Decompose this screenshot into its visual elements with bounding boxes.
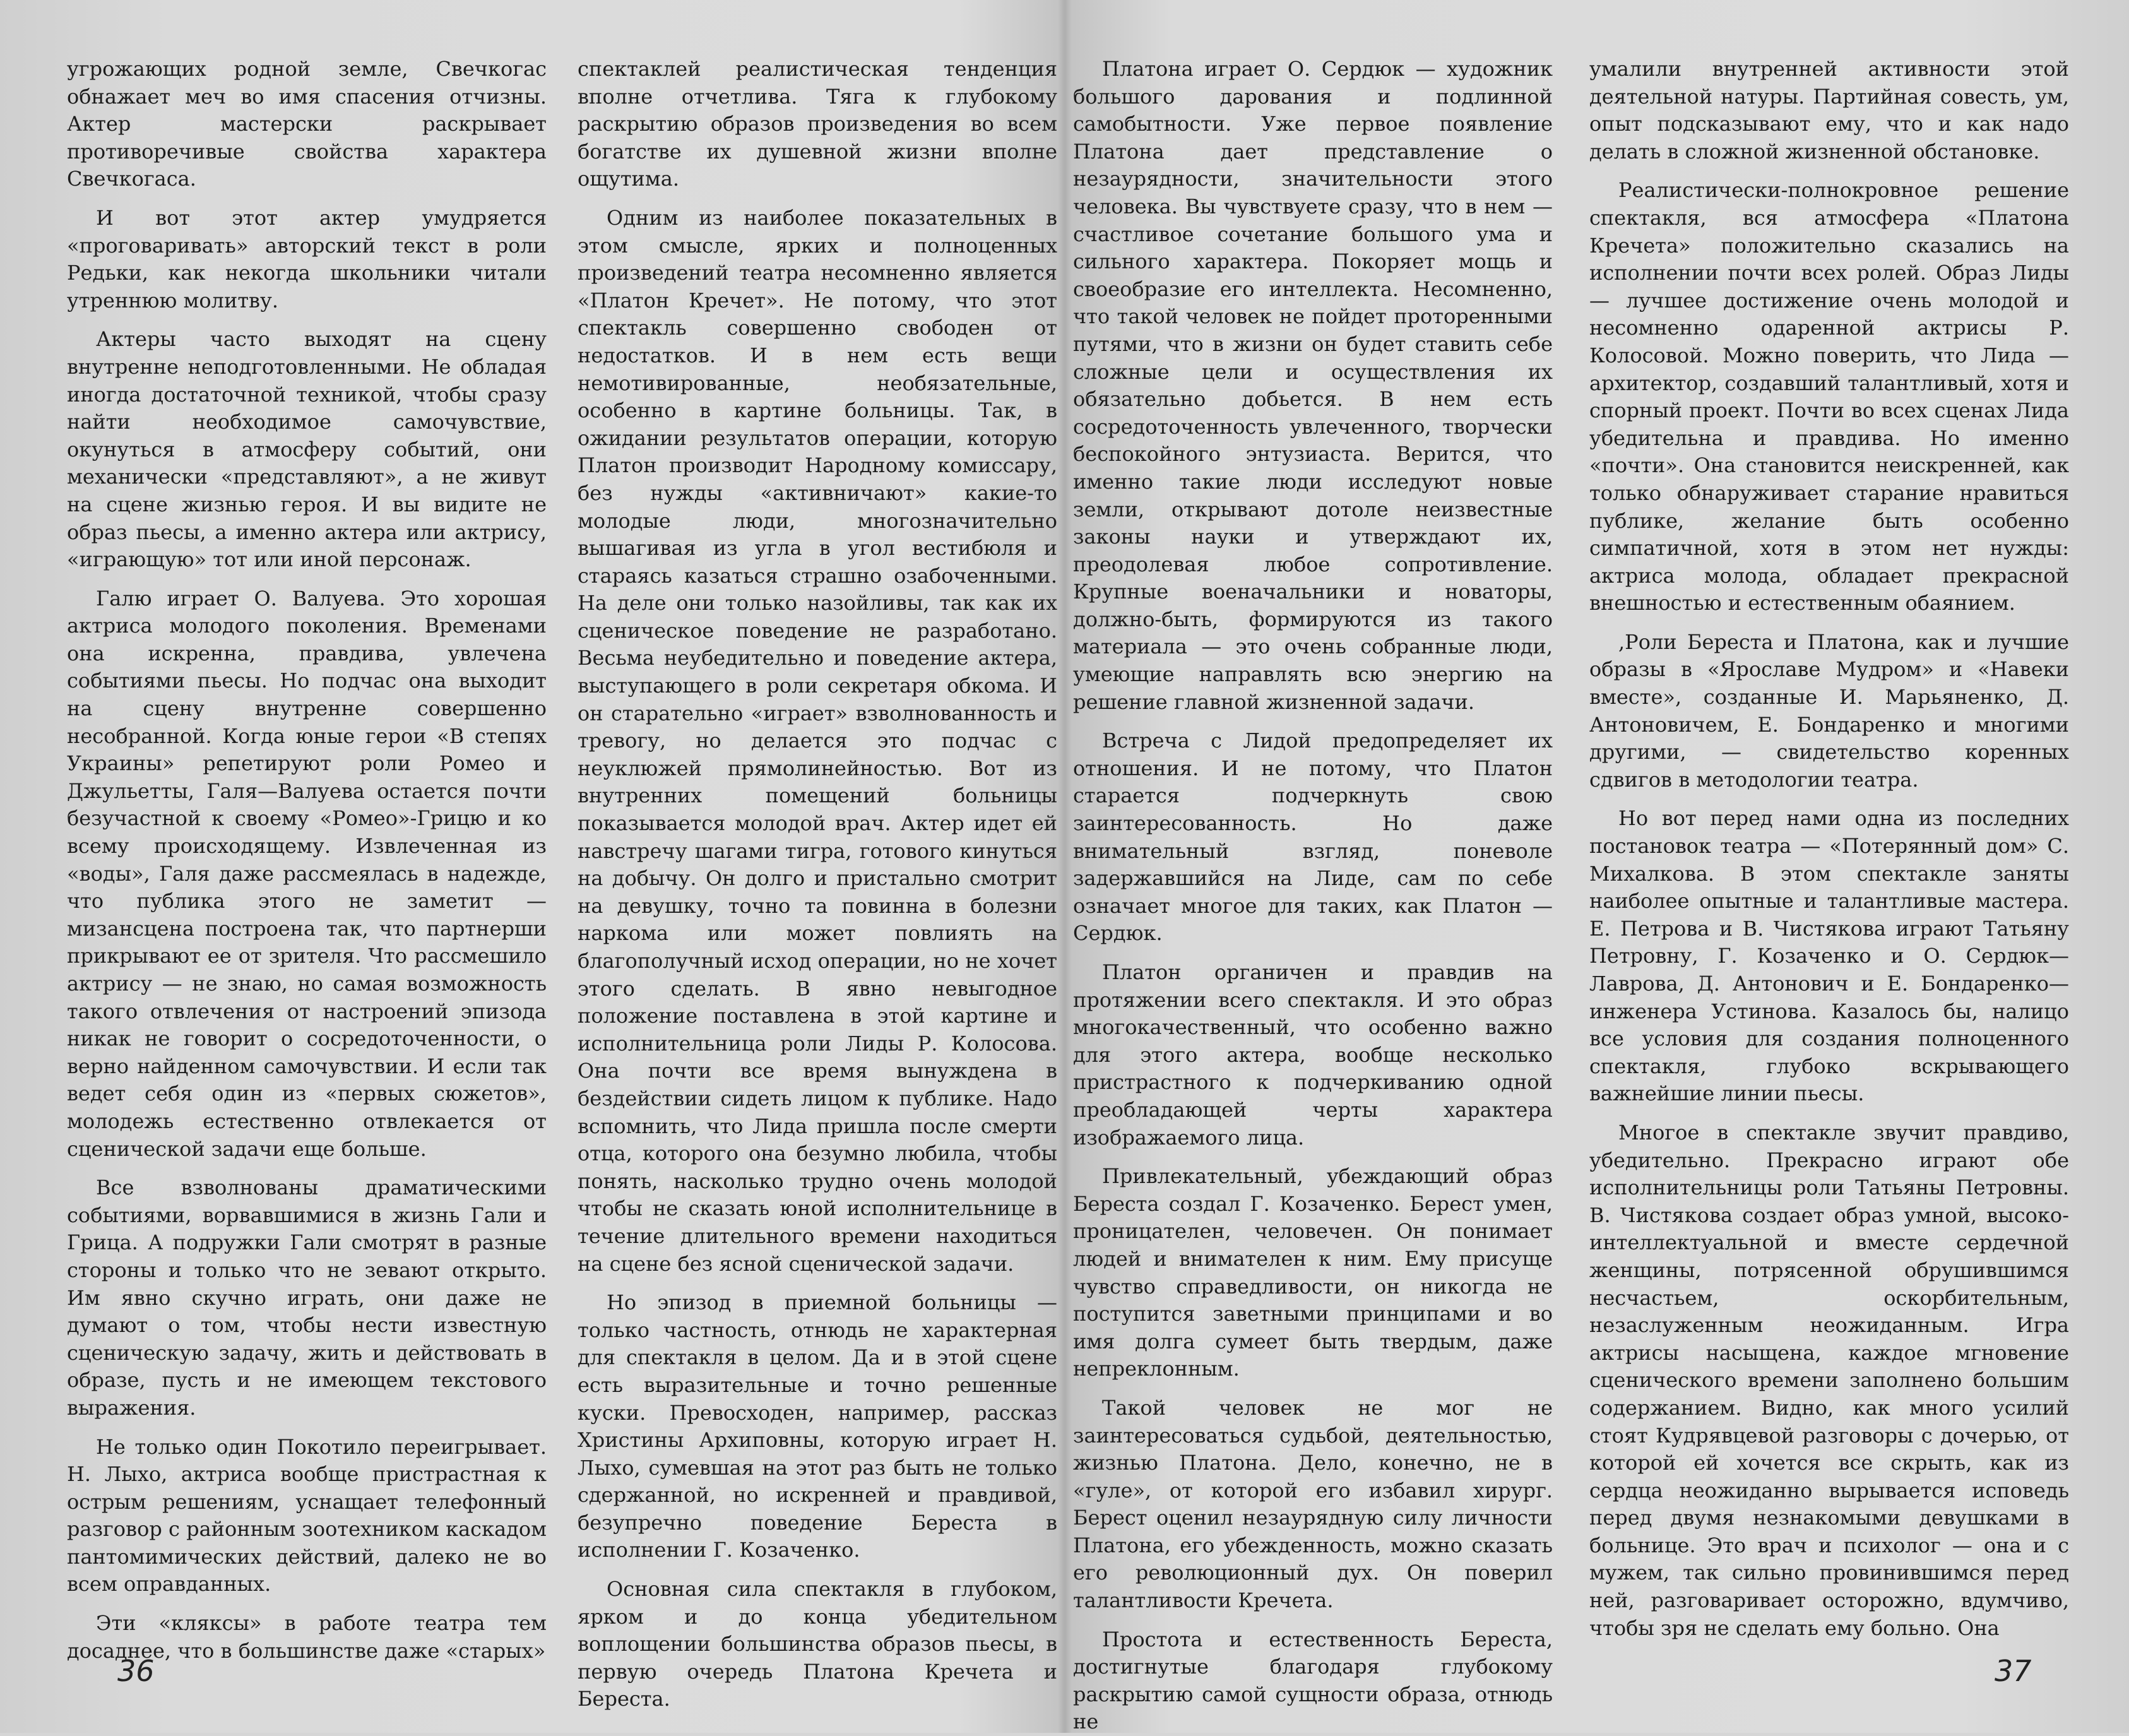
paragraph: угрожающих родной земле, Свечкогас обнажает меч во имя спасения отчизны. Актер мастерски раскрывает противоречивые свойства характера Свечкогаса. — [67, 57, 547, 191]
paragraph: ,Роли Береста и Платона, как и лучшие образы в «Ярославе Мудром» и «Навеки вместе», созданные И. Марьяненко, Д. Антоновичем, Е. Бондаренко и многими другими, — свидетельство коренных сдвигов в методологии театра. — [1589, 629, 2069, 792]
paragraph: Платона играет О. Сердюк — художник большого дарования и подлинной самобытности. Уже первое появление Платона дает представление о незаурядности, значительности этого человека. Вы чувствуете сразу, что в нем — счастливое сочетание большого ума и сильного характера. Покоряет мощь и своеобразие его интеллекта. Несомненно, что такой человек не пойдет проторенными путями, что в жизни он будет ставить себе сложные цели и осуществления их обязательно добьется. В нем есть сосредоточенность увлеченного, творчески беспокойного энтузиаста. Верится, что именно такие люди исследуют новые земли, открывают дотоле неизвестные законы науки и утверждают их, преодолевая любое сопротивление. Крупные военачальники и новаторы, должно-быть, формируются из такого материала — это очень собранные люди, умеющие направлять всю энергию на решение главной жизненной задачи. — [1073, 57, 1553, 714]
paragraph: Но вот перед нами одна из последних постановок театра — «Потерянный дом» С. Михалкова. В этом спектакле заняты наиболее опытные и талантливые мастера. Е. Петрова и В. Чистякова играют Татьяну Петровну, Г. Козаченко и О. Сердюк—Лаврова, Д. Антонович и Е. Бондаренко—инженера Устинова. Казалось бы, налицо все условия для создания полноценного спектакля, глубоко вскрывающего важнейшие линии пьесы. — [1589, 806, 2069, 1106]
paragraph: Не только один Покотило переигрывает. Н. Лыхо, актриса вообще пристрастная к острым решениям, уснащает телефонный разговор с районным зоотехником каскадом пантомимических действий, далеко не во всем оправданных. — [67, 1434, 547, 1596]
paragraph: Встреча с Лидой предопределяет их отношения. И не потому, что Платон старается подчеркнуть свою заинтересованность. Но даже внимательный взгляд, поневоле задержавшийся на Лиде, сам по себе означает многое для таких, как Платон — Сердюк. — [1073, 728, 1553, 946]
paragraph: Основная сила спектакля в глубоком, ярком и до конца убедительном воплощении большинства образов пьесы, в первую очередь Платона Кречета и Береста. — [578, 1577, 1057, 1711]
right-page-column-1 — [1073, 56, 1553, 1734]
paragraph: Привлекательный, убеждающий образ Береста создал Г. Козаченко. Берест умен, проницателен, человечен. Он понимает людей и внимателен к ним. Ему присуще чувство справедливости, он никогда не поступится заветными принципами и во имя долга сумеет быть твердым, даже непреклонным. — [1073, 1164, 1553, 1381]
paragraph: Простота и естественность Береста, достигнутые благодаря глубокому раскрытию самой сущности образа, отнюдь не — [1073, 1627, 1553, 1734]
paragraph: И вот этот актер умудряется «проговаривать» авторский текст в роли Редьки, как некогда школьники читали утреннюю молитву. — [67, 205, 547, 312]
page-number-right: 37 — [1995, 1654, 2032, 1688]
paragraph: Все взволнованы драматическими событиями, ворвавшимися в жизнь Гали и Грица. А подружки Гали смотрят в разные стороны и только что не зевают открыто. Им явно скучно играть, они даже не думают о том, чтобы нести известную сценическую задачу, жить и действовать в образе, пусть и не имеющем текстового выражения. — [67, 1175, 547, 1420]
page-number-left: 36 — [117, 1654, 155, 1688]
left-page-column-2 — [578, 56, 1057, 1711]
paragraph: Многое в спектакле звучит правдиво, убедительно. Прекрасно играют обе исполнительницы роли Татьяны Петровны. В. Чистякова создает образ умной, высоко-интеллектуальной и вместе сердечной женщины, потрясенной обрушившимся несчастьем, оскорбительным, незаслуженным неожиданным. Игра актрисы насыщена, каждое мгновение сценического времени заполнено большим содержанием. Видно, как много усилий стоят Кудрявцевой разговоры с дочерью, от которой ей хочется все скрыть, как из сердца неожиданно вырывается исповедь перед двумя незнакомыми девушками в больнице. Это врач и психолог — она и с мужем, так сильно провинившимся перед ней, разговаривает осторожно, вдумчиво, чтобы зря не сделать ему больно. Она — [1589, 1120, 2069, 1640]
paragraph: Такой человек не мог не заинтересоваться судьбой, деятельностью, жизнью Платона. Дело, конечно, не в «гуле», от которой его избавил хирург. Берест оценил незаурядную силу личности Платона, его убежденность, можно сказать его революционный дух. Он поверил талантливости Кречета. — [1073, 1395, 1553, 1613]
paragraph: Эти «кляксы» в работе театра тем досаднее, что в большинстве даже «старых» — [67, 1611, 547, 1663]
paragraph: Одним из наиболее показательных в этом смысле, ярких и полноценных произведений театра несомненно является «Платон Кречет». Не потому, что этот спектакль совершенно свободен от недостатков. И в нем есть вещи немотивированные, необязательные, особенно в картине больницы. Так, в ожидании результатов операции, которую Платон производит Народному комиссару, без нужды «активничают» какие-то молодые люди, многозначительно вышагивая из угла в угол вестибюля и стараясь казаться страшно озабоченными. На деле они только назойливы, так как их сценическое поведение не разработано. Весьма неубедительно и поведение актера, выступающего в роли секретаря обкома. И он старательно «играет» взволнованность и тревогу, но делается это подчас с неуклюжей прямолинейностью. Вот из внутренних помещений больницы показывается молодой врач. Актер идет ей навстречу шагами тигра, готового кинуться на добычу. Он долго и пристально смотрит на девушку, точно та повинна в болезни наркома или может повлиять на благополучный исход операции, но не хочет этого сделать. В явно невыгодное положение поставлена в этой картине и исполнительница роли Лиды Р. Колосова. Она почти все время вынуждена в бездействии сидеть лицом к публике. Надо вспомнить, что Лида пришла после смерти отца, которого она безумно любила, чтобы понять, насколько трудно очень молодой чтобы не сказать юной исполнительнице в течение длительного времени находиться на сцене без ясной сценической задачи. — [578, 205, 1057, 1276]
paragraph: спектаклей реалистическая тенденция вполне отчетлива. Тяга к глубокому раскрытию образов произведения во всем богатстве их душевной жизни вполне ощутима. — [578, 57, 1057, 191]
left-page-column-1 — [67, 56, 547, 1663]
paragraph: Галю играет О. Валуева. Это хорошая актриса молодого поколения. Временами она искренна, правдива, увлечена событиями пьесы. Но подчас она выходит на сцену внутренне совершенно несобранной. Когда юные герои «В степях Украины» репетируют роли Ромео и Джульетты, Галя—Валуева остается почти безучастной к своему «Ромео»-Грицю и ко всему происходящему. Извлеченная из «воды», Галя даже рассмеялась в надежде, что публика этого не заметит — мизансцена построена так, что партнерши прикрывают ее от зрителя. Что рассмешило актрису — не знаю, но самая возможность такого отвлечения от настроений эпизода никак не говорит о сосредоточенности, о верно найденном самочувствии. И если так ведет себя один из «первых сюжетов», молодежь естественно отвлекается от сценической задачи еще больше. — [67, 586, 547, 1161]
paragraph: Но эпизод в приемной больницы — только частность, отнюдь не характерная для спектакля в целом. Да и в этой сцене есть выразительные и точно решенные куски. Превосходен, например, рассказ Христины Архиповны, которую играет Н. Лыхо, сумевшая на этот раз быть не только сдержанной, но искренней и правдивой, безупречно поведение Береста в исполнении Г. Козаченко. — [578, 1290, 1057, 1562]
paragraph: Реалистически-полнокровное решение спектакля, вся атмосфера «Платона Кречета» положительно сказались на исполнении почти всех ролей. Образ Лиды — лучшее достижение очень молодой и несомненно одаренной актрисы Р. Колосовой. Можно поверить, что Лида — архитектор, создавший талантливый, хотя и спорный проект. Почти во всех сценах Лида убедительна и правдива. Но именно «почти». Она становится неискренней, как только обнаруживает старание нравиться публике, желание быть особенно симпатичной, хотя в этом нет нужды: актриса молода, обладает прекрасной внешностью и естественным обаянием. — [1589, 178, 2069, 615]
paragraph: умалили внутренней активности этой деятельной натуры. Партийная совесть, ум, опыт подсказывают ему, что и как надо делать в сложной жизненной обстановке. — [1589, 57, 2069, 163]
paragraph: Актеры часто выходят на сцену внутренне неподготовленными. Не обладая иногда достаточной техникой, чтобы сразу найти необходимое самочувствие, окунуться в атмосферу событий, они механически «представляют», а не живут на сцене жизнью героя. И вы видите не образ пьесы, а именно актера или актрису, «играющую» тот или иной персонаж. — [67, 327, 547, 572]
book-gutter — [1058, 0, 1072, 1733]
paragraph: Платон органичен и правдив на протяжении всего спектакля. И это образ многокачественный, что особенно важно для этого актера, вообще несколько пристрастного к подчеркиванию одной преобладающей черты характера изображаемого лица. — [1073, 960, 1553, 1150]
right-page-column-2 — [1589, 56, 2069, 1659]
